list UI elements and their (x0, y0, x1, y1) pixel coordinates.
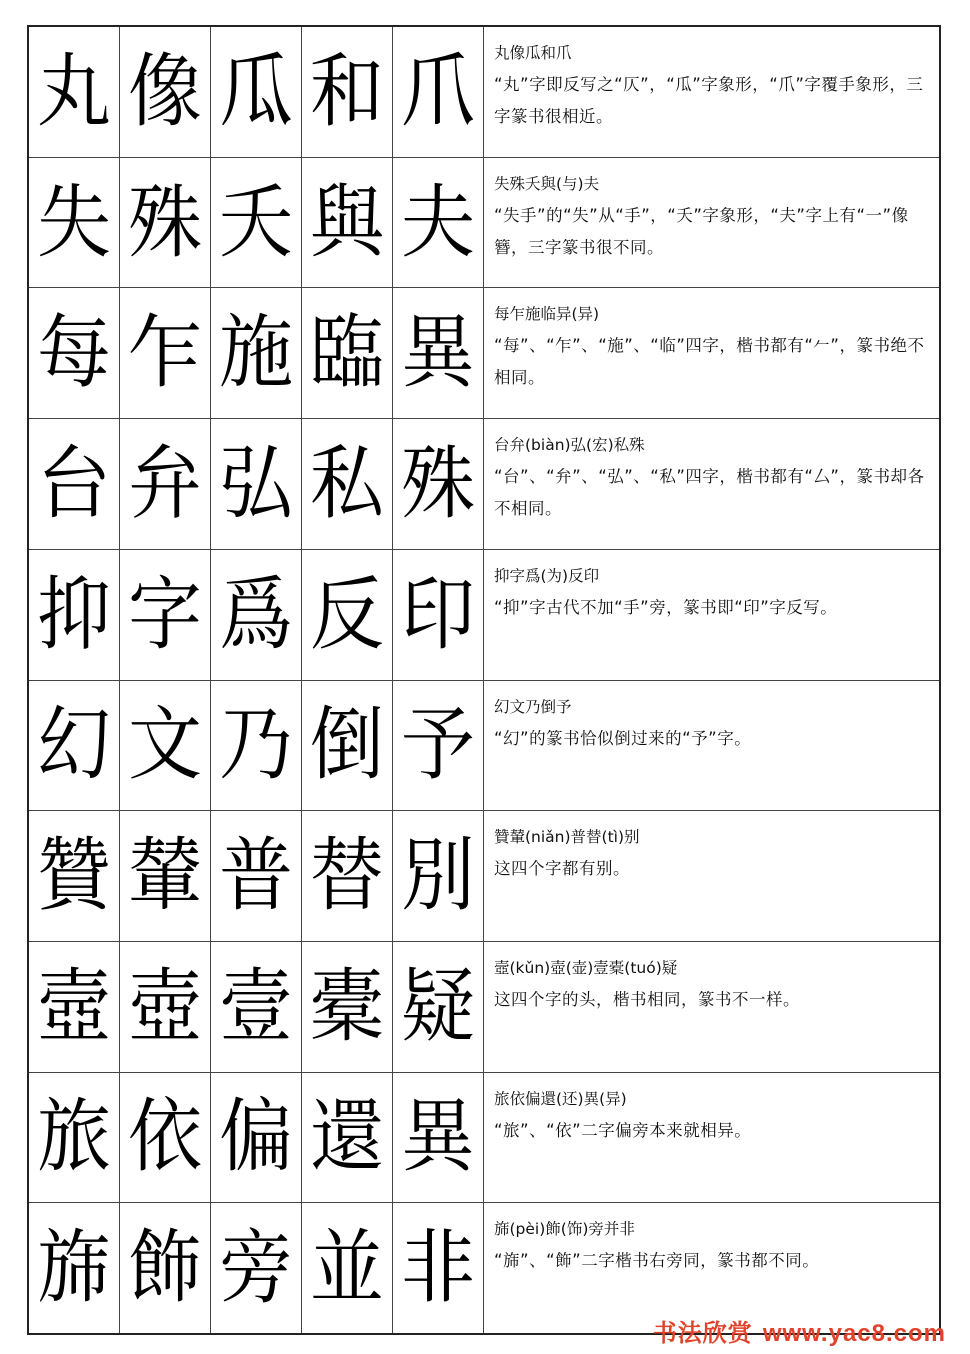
seal-script-cell (120, 158, 211, 288)
seal-script-cell (120, 811, 211, 941)
explanation-text: “台”、“弁”、“弘”、“私”四字，楷书都有“厶”，篆书却各不相同。 (494, 467, 925, 519)
explanation-cell (484, 681, 939, 811)
seal-script-glyph: 抑 (37, 568, 111, 662)
seal-script-glyph: 台 (37, 437, 111, 531)
seal-script-glyph: 臨 (310, 306, 384, 400)
explanation-title: 台弁(biàn)弘(宏)私殊 (494, 436, 645, 455)
explanation-cell (484, 288, 939, 418)
seal-script-cell (120, 1203, 211, 1333)
explanation-title: 贊輦(niǎn)普替(tì)别 (494, 828, 640, 847)
seal-script-glyph: 印 (401, 568, 475, 662)
explanation-text: 这四个字都有别。 (494, 859, 630, 879)
seal-script-glyph: 橐 (310, 960, 384, 1054)
seal-script-cell (393, 27, 484, 157)
seal-script-cell (211, 288, 302, 418)
seal-script-cell (211, 811, 302, 941)
table-row (29, 811, 939, 942)
seal-script-glyph: 飾 (128, 1221, 202, 1315)
seal-script-cell (211, 681, 302, 811)
seal-script-glyph: 疑 (401, 960, 475, 1054)
watermark-url: www.yac8.com (762, 1320, 946, 1347)
seal-script-cell (120, 681, 211, 811)
seal-script-glyph: 失 (37, 176, 111, 269)
explanation-text: “抑”字古代不加“手”旁，篆书即“印”字反写。 (494, 597, 838, 617)
seal-script-cell (211, 419, 302, 549)
seal-script-glyph: 爪 (401, 45, 475, 139)
seal-script-cell (211, 1073, 302, 1203)
seal-script-glyph: 丸 (37, 45, 111, 139)
explanation-text: 这四个字的头，楷书相同，篆书不一样。 (494, 989, 800, 1009)
seal-script-cell (211, 27, 302, 157)
seal-script-glyph: 字 (128, 568, 202, 662)
seal-script-glyph: 非 (401, 1221, 475, 1315)
seal-script-cell (120, 419, 211, 549)
explanation-title: 壼(kǔn)壺(壶)壹橐(tuó)疑 (494, 958, 678, 977)
explanation-text: “旅”、“依”二字偏旁本来就相异。 (494, 1120, 752, 1140)
seal-script-glyph: 夫 (401, 176, 475, 269)
table-row (29, 681, 939, 812)
explanation-cell (484, 1073, 939, 1203)
table-row (29, 27, 939, 158)
seal-script-glyph: 異 (401, 306, 475, 400)
seal-script-cell (120, 550, 211, 680)
explanation-title: 丸像瓜和爪 (494, 44, 572, 62)
seal-script-cell (302, 811, 393, 941)
seal-script-cell (120, 288, 211, 418)
explanation-cell (484, 550, 939, 680)
seal-script-cell (393, 1073, 484, 1203)
seal-script-glyph: 異 (401, 1091, 475, 1184)
seal-script-cell (302, 550, 393, 680)
explanation-title: 抑字爲(为)反印 (494, 566, 600, 585)
seal-script-glyph: 贊 (37, 829, 111, 923)
seal-script-glyph: 每 (37, 306, 111, 400)
seal-script-cell (393, 811, 484, 941)
seal-script-cell (29, 1073, 120, 1203)
explanation-text: “幻”的篆书恰似倒过来的“予”字。 (494, 728, 752, 748)
seal-script-glyph: 旅 (37, 1091, 111, 1184)
seal-script-cell (120, 27, 211, 157)
seal-script-glyph: 輦 (128, 829, 202, 923)
seal-script-glyph: 並 (310, 1221, 384, 1315)
explanation-cell (484, 158, 939, 288)
seal-script-cell (393, 419, 484, 549)
seal-script-cell (393, 681, 484, 811)
seal-script-cell (211, 158, 302, 288)
seal-script-cell (29, 288, 120, 418)
seal-script-cell (302, 419, 393, 549)
seal-script-glyph: 弘 (219, 437, 293, 531)
seal-script-glyph: 殊 (128, 176, 202, 269)
explanation-title: 失殊夭與(与)夫 (494, 174, 600, 193)
explanation-text: “每”、“乍”、“施”、“临”四字，楷书都有“𠂉”，篆书绝不相同。 (494, 336, 925, 388)
seal-script-glyph: 還 (310, 1091, 384, 1184)
seal-script-glyph: 偏 (219, 1091, 293, 1184)
seal-script-cell (211, 1203, 302, 1333)
explanation-cell (484, 419, 939, 549)
seal-script-glyph: 普 (219, 829, 293, 923)
seal-script-glyph: 別 (401, 829, 475, 923)
seal-script-cell (302, 1073, 393, 1203)
seal-script-cell (393, 288, 484, 418)
explanation-cell (484, 27, 939, 157)
seal-script-glyph: 與 (310, 176, 384, 269)
seal-script-cell (29, 419, 120, 549)
seal-script-glyph: 爲 (219, 568, 293, 662)
table-row (29, 1073, 939, 1204)
seal-script-glyph: 文 (128, 698, 202, 792)
explanation-cell (484, 942, 939, 1072)
seal-script-glyph: 和 (310, 45, 384, 139)
seal-script-cell (29, 1203, 120, 1333)
seal-script-cell (211, 942, 302, 1072)
seal-script-cell (302, 942, 393, 1072)
seal-script-glyph: 殊 (401, 437, 475, 531)
seal-script-glyph: 壼 (37, 960, 111, 1054)
table-row (29, 419, 939, 550)
seal-script-glyph: 予 (401, 698, 475, 792)
table-row (29, 288, 939, 419)
table-row (29, 550, 939, 681)
explanation-text: “丸”字即反写之“仄”，“瓜”字象形，“爪”字覆手象形，三字篆书很相近。 (494, 75, 924, 126)
seal-script-glyph: 依 (128, 1091, 202, 1184)
seal-script-cell (29, 942, 120, 1072)
seal-script-cell (393, 942, 484, 1072)
seal-script-glyph: 像 (128, 45, 202, 139)
seal-script-cell (29, 27, 120, 157)
seal-script-cell (393, 158, 484, 288)
site-watermark (653, 1313, 946, 1348)
seal-script-glyph: 私 (310, 437, 384, 531)
seal-script-glyph: 乍 (128, 306, 202, 400)
explanation-text: “旆”、“飾”二字楷书右旁同，篆书都不同。 (494, 1251, 820, 1271)
explanation-title: 每乍施临异(异) (494, 305, 600, 324)
watermark-site-name: 书法欣赏 (652, 1320, 753, 1347)
seal-script-cell (393, 1203, 484, 1333)
seal-script-cell (302, 681, 393, 811)
explanation-title: 旅依偏還(还)異(异) (494, 1089, 627, 1108)
explanation-title: 旆(pèi)飾(饰)旁并非 (494, 1220, 635, 1239)
table-row (29, 942, 939, 1073)
seal-script-cell (29, 550, 120, 680)
seal-script-cell (302, 27, 393, 157)
seal-script-cell (29, 811, 120, 941)
explanation-cell (484, 811, 939, 941)
seal-script-glyph: 幻 (37, 698, 111, 792)
seal-script-cell (302, 1203, 393, 1333)
seal-script-glyph: 壹 (219, 960, 293, 1054)
reference-table (27, 25, 941, 1335)
seal-script-cell (120, 1073, 211, 1203)
seal-script-glyph: 乃 (219, 698, 293, 792)
seal-script-glyph: 施 (219, 306, 293, 400)
seal-script-cell (302, 158, 393, 288)
seal-script-glyph: 反 (310, 568, 384, 662)
seal-script-cell (302, 288, 393, 418)
seal-script-glyph: 替 (310, 829, 384, 923)
seal-script-glyph: 旆 (37, 1221, 111, 1315)
seal-script-cell (211, 550, 302, 680)
explanation-title: 幻文乃倒予 (494, 697, 572, 716)
seal-script-cell (29, 681, 120, 811)
seal-script-glyph: 旁 (219, 1221, 293, 1315)
seal-script-cell (120, 942, 211, 1072)
explanation-text: “失手”的“失”从“手”，“夭”字象形，“夫”字上有“一”像簪，三字篆书很不同。 (494, 205, 909, 257)
seal-script-cell (393, 550, 484, 680)
seal-script-cell (29, 158, 120, 288)
seal-script-glyph: 弁 (128, 437, 202, 531)
seal-script-glyph: 倒 (310, 698, 384, 792)
seal-script-glyph: 壺 (128, 960, 202, 1054)
seal-script-glyph: 夭 (219, 176, 293, 269)
seal-script-glyph: 瓜 (219, 45, 293, 139)
table-row (29, 158, 939, 289)
